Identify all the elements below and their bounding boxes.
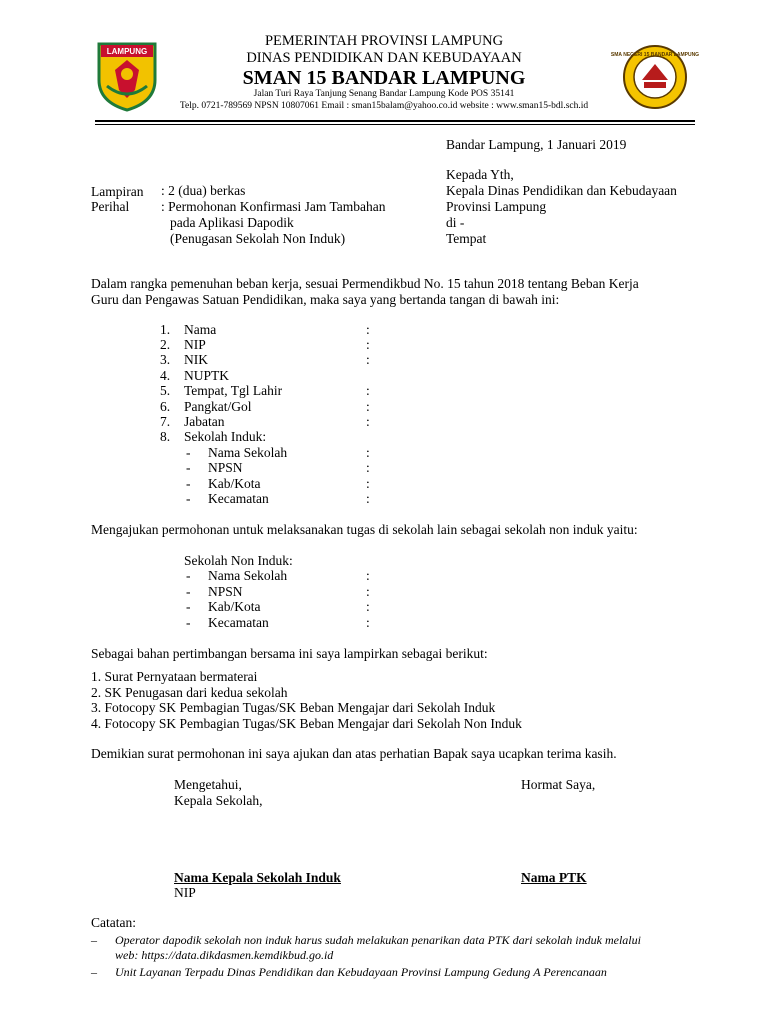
sub-item: Kab/Kota xyxy=(208,476,261,491)
attachments-intro: Sebagai bahan pertimbangan bersama ini saya lampirkan sebagai berikut: xyxy=(91,646,488,661)
notes-title: Catatan: xyxy=(91,915,136,930)
list-item: 4. Fotocopy SK Pembagian Tugas/SK Beban Mengajar dari Sekolah Non Induk xyxy=(91,716,522,731)
field-colon: : xyxy=(366,352,370,367)
sub-item-dash: - xyxy=(186,615,191,630)
field-colon: : xyxy=(366,399,370,414)
list-item: 2. SK Penugasan dari kedua sekolah xyxy=(91,685,288,700)
header-address: Jalan Turi Raya Tanjung Senang Bandar Lampung Kode POS 35141 xyxy=(253,89,515,99)
recipient-line: di - xyxy=(446,215,465,230)
list-item: Sekolah Induk: xyxy=(184,429,267,444)
closing-paragraph: Demikian surat permohonan ini saya ajukan dan atas perhatian Bapak saya ucapkan terima kasih. xyxy=(91,746,617,761)
svg-text:SMA NEGERI 15 BANDAR LAMPUNG: SMA NEGERI 15 BANDAR LAMPUNG xyxy=(610,52,700,58)
lampiran-value: : 2 (dua) berkas xyxy=(161,183,246,198)
list-item: Tempat, Tgl Lahir xyxy=(184,383,283,398)
sign-right-name: Nama PTK xyxy=(521,870,587,885)
svg-text:LAMPUNG: LAMPUNG xyxy=(106,47,148,56)
sub-item: Kab/Kota xyxy=(208,599,261,614)
list-item: NUPTK xyxy=(184,368,230,383)
field-colon: : xyxy=(366,568,370,583)
sub-item-dash: - xyxy=(186,584,191,599)
perihal-value: pada Aplikasi Dapodik xyxy=(170,215,294,230)
sign-left-title: Kepala Sekolah, xyxy=(174,793,263,808)
intro-paragraph: Guru dan Pengawas Satuan Pendidikan, maka saya yang bertanda tangan di bawah ini: xyxy=(91,292,560,307)
sub-item-dash: - xyxy=(186,460,191,475)
list-item: 7. xyxy=(160,414,171,429)
field-colon: : xyxy=(366,414,370,429)
sub-item-dash: - xyxy=(186,491,191,506)
list-item: 1. xyxy=(160,322,171,337)
list-item: 2. xyxy=(160,337,171,352)
sub-item: Nama Sekolah xyxy=(208,568,288,583)
lampiran-label: Lampiran xyxy=(91,184,144,199)
header-government: PEMERINTAH PROVINSI LAMPUNG xyxy=(264,33,504,49)
non-induk-title: Sekolah Non Induk: xyxy=(184,553,293,568)
sub-item: Kecamatan xyxy=(208,491,269,506)
list-item: 1. Surat Pernyataan bermaterai xyxy=(91,669,258,684)
sign-left-title: Mengetahui, xyxy=(174,777,242,792)
header-divider-thick xyxy=(95,120,695,122)
perihal-value: (Penugasan Sekolah Non Induk) xyxy=(170,231,346,246)
recipient-line: Provinsi Lampung xyxy=(446,199,547,214)
header-contact: Telp. 0721-789569 NPSN 10807061 Email : sman15balam@yahoo.co.id website : www.sman15-bdl.sch.id xyxy=(179,101,589,111)
sign-left-name: Nama Kepala Sekolah Induk xyxy=(174,870,341,885)
field-colon: : xyxy=(366,476,370,491)
recipient-line: Tempat xyxy=(446,231,487,246)
note-line: Unit Layanan Terpadu Dinas Pendidikan dan Kebudayaan Provinsi Lampung Gedung A Perencanaan xyxy=(115,965,607,979)
request-paragraph: Mengajukan permohonan untuk melaksanakan tugas di sekolah lain sebagai sekolah non induk yaitu: xyxy=(91,522,638,537)
field-colon: : xyxy=(366,599,370,614)
list-item: 6. xyxy=(160,399,171,414)
sub-item-dash: - xyxy=(186,445,191,460)
note-dash: – xyxy=(91,965,97,979)
place-date: Bandar Lampung, 1 Januari 2019 xyxy=(446,137,627,152)
list-item: 4. xyxy=(160,368,171,383)
sub-item: NPSN xyxy=(208,584,243,599)
header-school-name: SMAN 15 BANDAR LAMPUNG xyxy=(242,67,526,89)
intro-paragraph: Dalam rangka pemenuhan beban kerja, sesuai Permendikbud No. 15 tahun 2018 tentang Beban Kerja xyxy=(91,276,639,291)
field-colon: : xyxy=(366,337,370,352)
header-department: DINAS PENDIDIKAN DAN KEBUDAYAAN xyxy=(246,50,522,66)
sign-right-title: Hormat Saya, xyxy=(521,777,596,792)
field-colon: : xyxy=(366,460,370,475)
field-colon: : xyxy=(366,322,370,337)
list-item: NIP xyxy=(184,337,206,352)
sub-item-dash: - xyxy=(186,599,191,614)
list-item: 5. xyxy=(160,383,171,398)
recipient-line: Kepala Dinas Pendidikan dan Kebudayaan xyxy=(446,183,677,198)
header-divider-thin xyxy=(95,124,695,125)
note-line: Operator dapodik sekolah non induk harus sudah melakukan penarikan data PTK dari sekolah induk melalui xyxy=(115,933,641,947)
note-dash: – xyxy=(91,933,97,947)
sub-item: Nama Sekolah xyxy=(208,445,288,460)
list-item: Jabatan xyxy=(184,414,225,429)
note-line: web: https://data.dikdasmen.kemdikbud.go.id xyxy=(115,948,334,962)
sub-item-dash: - xyxy=(186,568,191,583)
sign-left-nip: NIP xyxy=(174,885,196,900)
list-item: Pangkat/Gol xyxy=(184,399,252,414)
field-colon: : xyxy=(366,383,370,398)
sub-item-dash: - xyxy=(186,476,191,491)
sub-item: Kecamatan xyxy=(208,615,269,630)
sub-item: NPSN xyxy=(208,460,243,475)
list-item: 8. xyxy=(160,429,171,444)
field-colon: : xyxy=(366,584,370,599)
list-item: NIK xyxy=(184,352,208,367)
list-item: 3. Fotocopy SK Pembagian Tugas/SK Beban Mengajar dari Sekolah Induk xyxy=(91,700,496,715)
list-item: 3. xyxy=(160,352,171,367)
perihal-value: : Permohonan Konfirmasi Jam Tambahan xyxy=(161,199,386,214)
field-colon: : xyxy=(366,615,370,630)
list-item: Nama xyxy=(184,322,217,337)
field-colon: : xyxy=(366,491,370,506)
field-colon: : xyxy=(366,445,370,460)
recipient-line: Kepada Yth, xyxy=(446,167,514,182)
perihal-label: Perihal xyxy=(91,199,130,214)
